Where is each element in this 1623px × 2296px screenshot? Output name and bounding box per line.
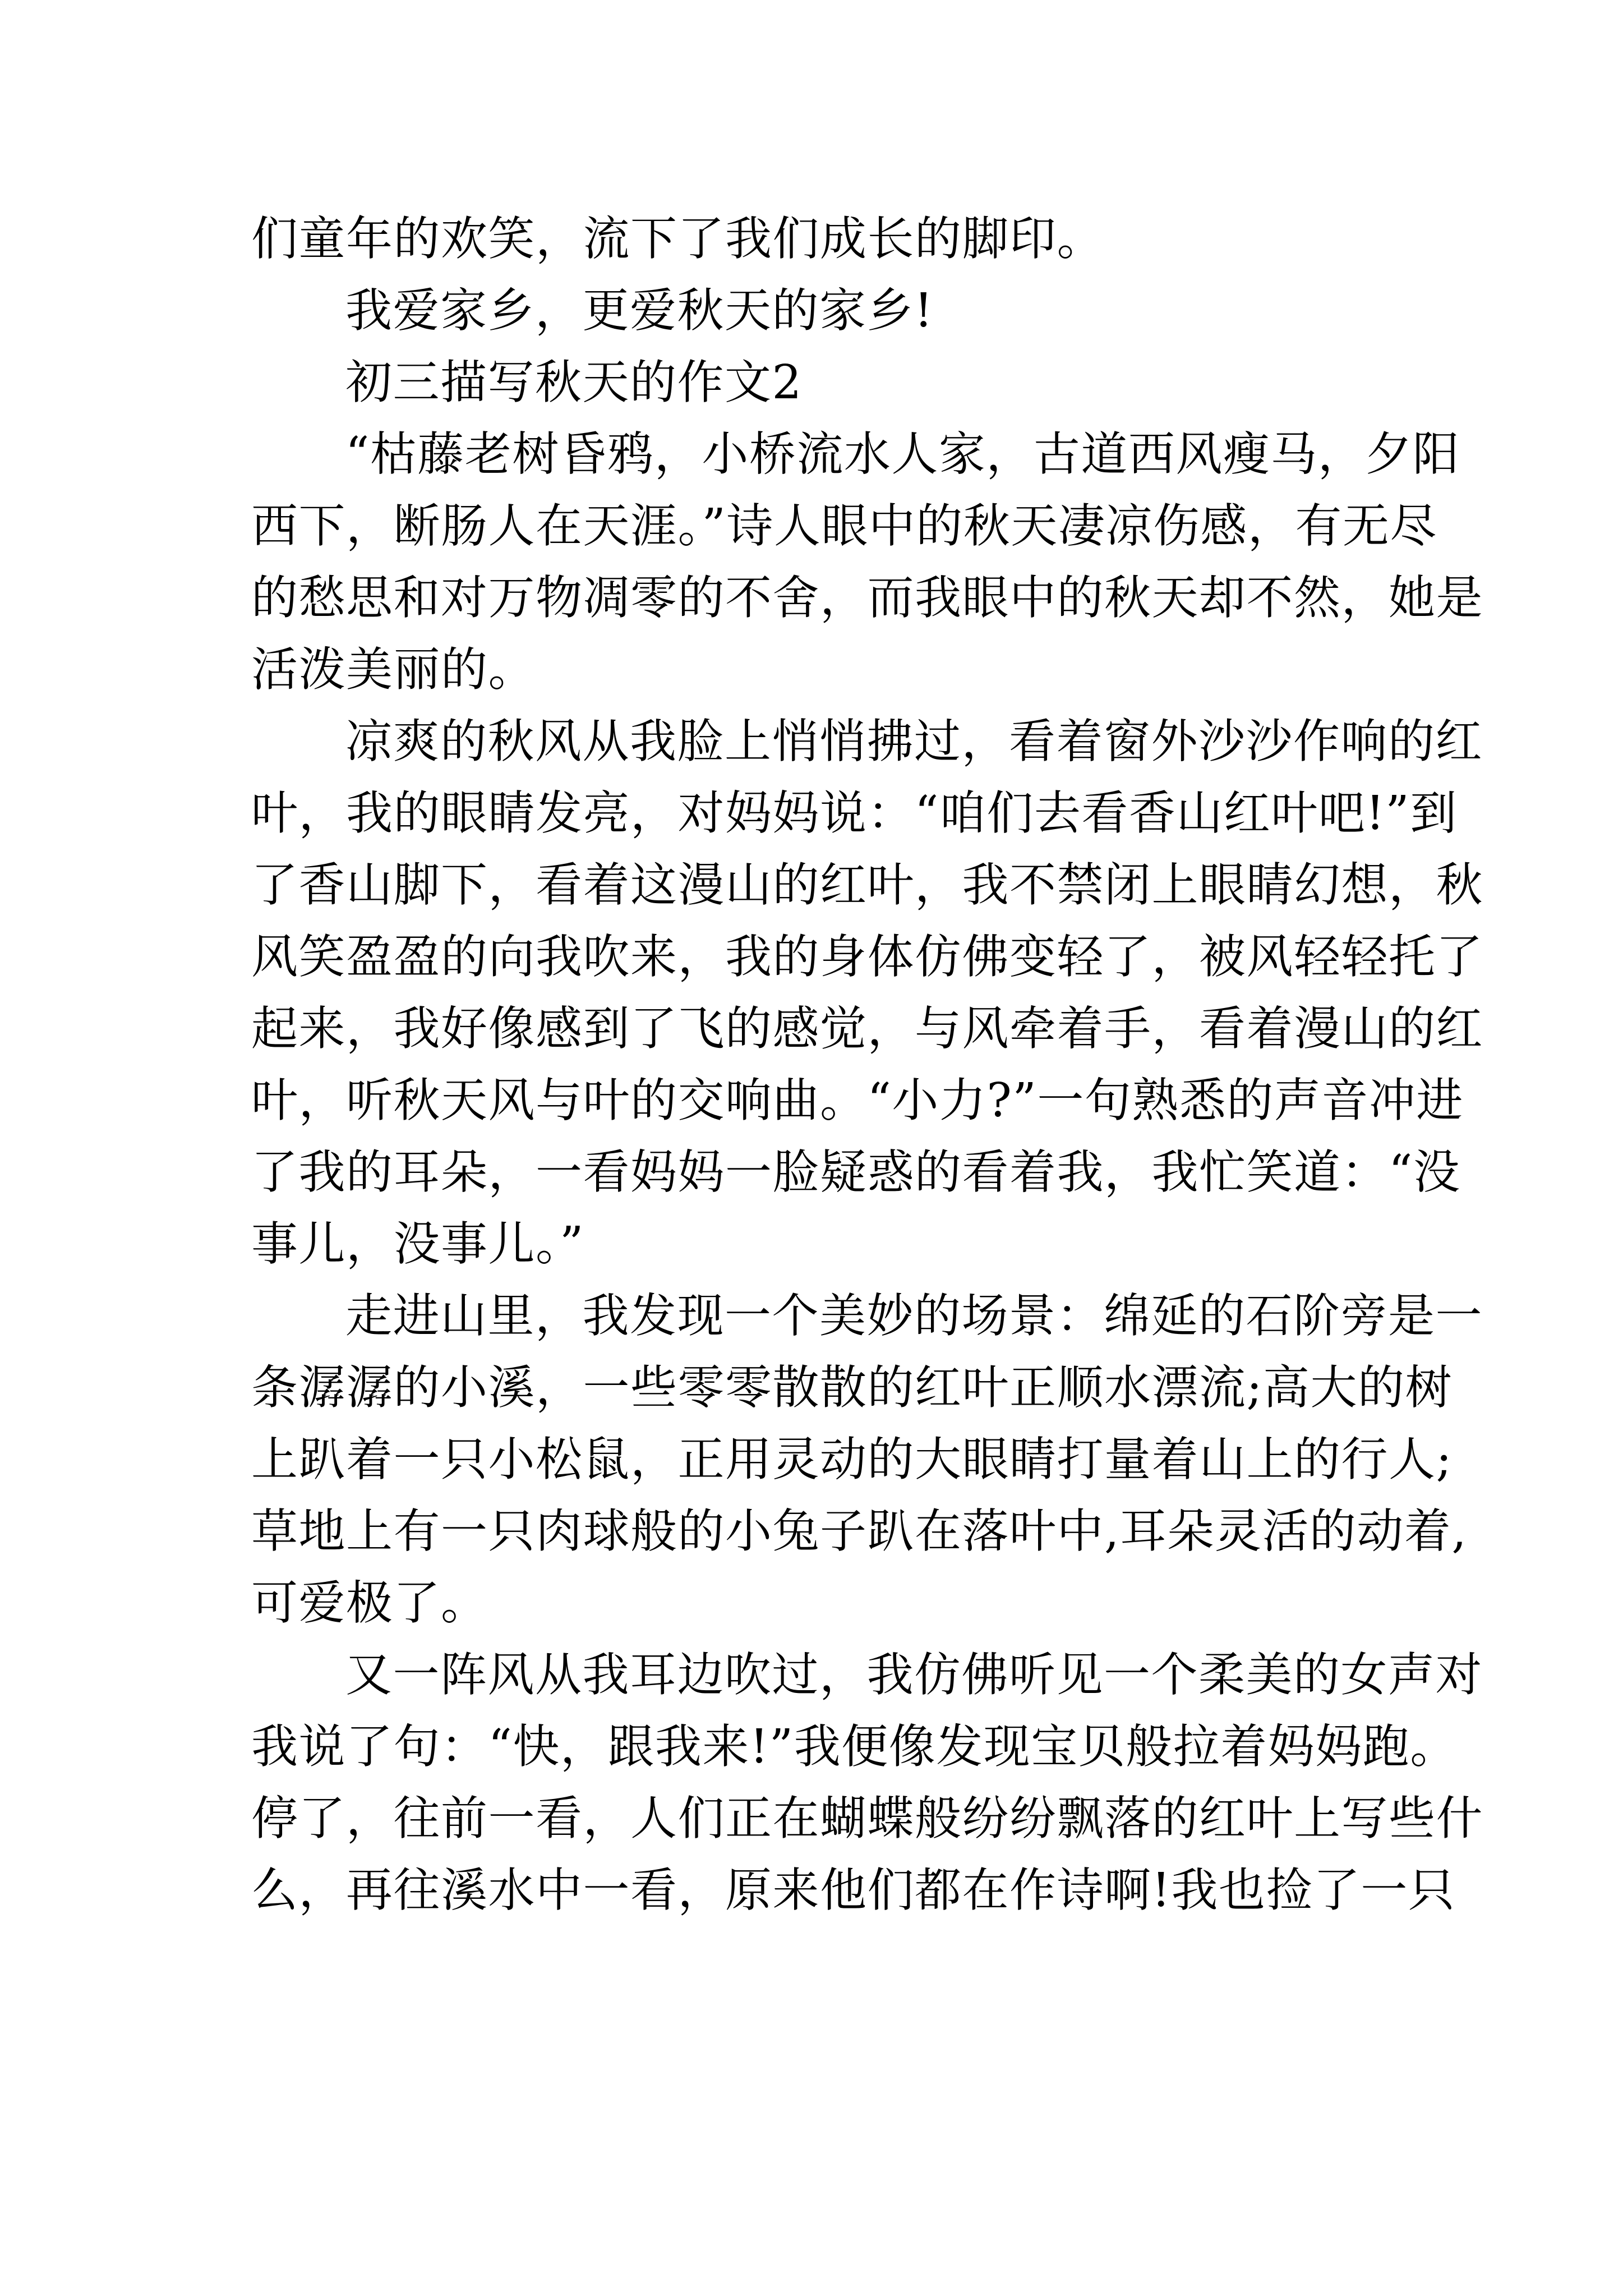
text-line: 凉爽的秋风从我脸上悄悄拂过，看着窗外沙沙作响的红 [345,714,1483,769]
text-line: 叶，我的眼睛发亮，对妈妈说：“咱们去看香山红叶吧!”到 [251,786,1458,840]
text-line: 风笑盈盈的向我吹来，我的身体仿佛变轻了，被风轻轻托了 [251,930,1483,984]
text-line: 走进山里，我发现一个美妙的场景：绵延的石阶旁是一 [345,1289,1483,1343]
text-line: 停了，往前一看，人们正在蝴蝶般纷纷飘落的红叶上写些什 [251,1791,1483,1846]
text-line: 了香山脚下，看着这漫山的红叶，我不禁闭上眼睛幻想，秋 [251,858,1483,912]
text-line: 我爱家乡，更爱秋天的家乡! [345,283,934,338]
text-line: 叶，听秋天风与叶的交响曲。“小力?”一句熟悉的声音冲进 [251,1073,1464,1128]
text-line: 我说了句：“快，跟我来!”我便像发现宝贝般拉着妈妈跑。 [251,1719,1458,1774]
text-line: “枯藤老树昏鸦，小桥流水人家，古道西风瘦马，夕阳 [345,427,1460,481]
document-body [251,203,1483,1926]
text-line: 西下，断肠人在天涯。”诗人眼中的秋天凄凉伤感，有无尽 [251,499,1437,553]
text-line: 条潺潺的小溪，一些零零散散的红叶正顺水漂流;高大的树 [251,1360,1453,1415]
text-line: 草地上有一只肉球般的小兔子趴在落叶中,耳朵灵活的动着, [251,1504,1468,1558]
text-line: 了我的耳朵，一看妈妈一脸疑惑的看着我，我忙笑道：“没 [251,1145,1461,1199]
text-line: 起来，我好像感到了飞的感觉，与风牵着手，看着漫山的红 [251,1001,1483,1056]
text-line: 事儿，没事儿。” [251,1217,584,1271]
text-line: 的愁思和对万物凋零的不舍，而我眼中的秋天却不然，她是 [251,570,1483,625]
text-line: 又一阵风从我耳边吹过，我仿佛听见一个柔美的女声对 [345,1648,1483,1702]
essay-heading: 初三描写秋天的作文2 [345,355,803,409]
text-line: 们童年的欢笑，流下了我们成长的脚印。 [251,211,1104,266]
text-line: 么，再往溪水中一看，原来他们都在作诗啊!我也捡了一只 [251,1863,1456,1917]
text-line: 活泼美丽的。 [251,642,536,697]
text-line: 上趴着一只小松鼠，正用灵动的大眼睛打量着山上的行人; [251,1432,1453,1487]
text-line: 可爱极了。 [251,1576,488,1630]
